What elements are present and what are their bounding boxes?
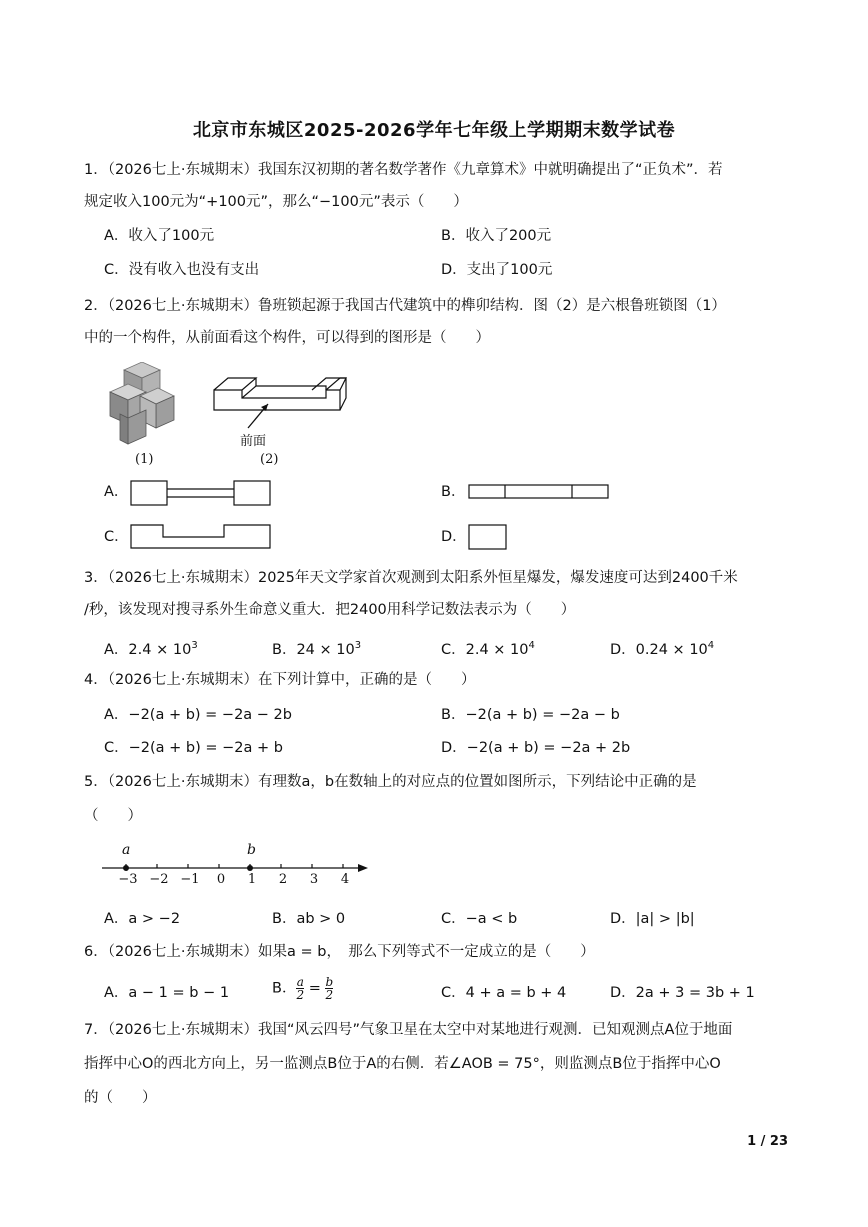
tick-label: −2 (149, 872, 169, 887)
q3-stem-line2: /秒，该发现对搜寻系外生命意义重大．把2400用科学记数法表示为（ ） (84, 602, 576, 618)
q5-option-a: A．a > −2 (104, 911, 181, 927)
tick-label: 1 (247, 872, 257, 887)
q6-stem-line1: 6．（2026七上·东城期末）如果a = b， 那么下列等式不一定成立的是（ ） (84, 944, 595, 960)
q1-option-b: B．收入了200元 (441, 228, 552, 244)
q4-option-d: D．−2(a + b) = −2a + 2b (441, 740, 631, 756)
q1-option-c: C．没有收入也没有支出 (104, 262, 260, 278)
q6-option-a: A．a − 1 = b − 1 (104, 985, 230, 1001)
q2-option-a-shape (130, 480, 272, 506)
tick-label: 4 (340, 872, 350, 887)
q1-stem-line1: 1．（2026七上·东城期末）我国东汉初期的著名数学著作《九章算术》中就明确提出了“正负术”．若 (84, 162, 723, 178)
q7-stem-line1: 7．（2026七上·东城期末）我国“风云四号”气象卫星在太空中对某地进行观测．已知观测点A位于地面 (84, 1022, 733, 1038)
q2-stem-line2: 中的一个构件，从前面看这个构件，可以得到的图形是（ ） (84, 330, 490, 346)
q1-option-d: D．支出了100元 (441, 262, 553, 278)
q3-option-d: D．$0.24 \times 10^4$ (610, 640, 715, 658)
fig1-caption: (1) (135, 452, 154, 467)
q2-option-c-label: C． (104, 529, 129, 545)
label-b: b (247, 842, 256, 858)
component-figure (210, 368, 350, 448)
point-a (123, 865, 129, 871)
q7-stem-line2: 指挥中心O的西北方向上，另一监测点B位于A的右侧．若∠AOB = 75°，则监测点B位于指挥中心O (84, 1056, 721, 1072)
q2-option-d-shape (468, 524, 508, 550)
q2-option-d-label: D． (441, 529, 467, 545)
q3-option-b: B．$24 \times 10^3$ (272, 640, 362, 658)
tick-label: −1 (180, 872, 200, 887)
q5-option-d: D．|a| > |b| (610, 911, 695, 927)
q2-option-b-shape (468, 484, 610, 500)
tick-label: 3 (309, 872, 319, 887)
q2-stem-line1: 2．（2026七上·东城期末）鲁班锁起源于我国古代建筑中的榫卯结构．图（2）是六根鲁班锁图（1） (84, 298, 726, 314)
q5-stem-line2: （ ） (84, 808, 142, 824)
q1-stem-line2: 规定收入100元为“+100元”，那么“−100元”表示（ ） (84, 194, 468, 210)
q4-option-b: B．−2(a + b) = −2a − b (441, 707, 620, 723)
q3-option-a: A．$2.4 \times 10^3$ (104, 640, 198, 658)
q5-stem-line1: 5．（2026七上·东城期末）有理数a，b在数轴上的对应点的位置如图所示，下列结论中正确的是 (84, 774, 697, 790)
q2-option-c-shape (130, 524, 272, 550)
point-b (247, 865, 253, 871)
q2-option-b-label: B． (441, 484, 466, 500)
luban-lock-figure (106, 362, 178, 446)
q6-option-b: B． $\frac{a}{2}$ = $\frac{b}{2}$ (272, 975, 334, 1002)
q7-stem-line3: 的（ ） (84, 1090, 157, 1106)
label-a: a (122, 842, 131, 858)
tick-label: −3 (118, 872, 138, 887)
q4-option-a: A．−2(a + b) = −2a − 2b (104, 707, 292, 723)
q4-stem-line1: 4．（2026七上·东城期末）在下列计算中，正确的是（ ） (84, 672, 476, 688)
fig2-caption: (2) (260, 452, 279, 467)
page-title: 北京市东城区2025-2026学年七年级上学期期末数学试卷 (192, 120, 676, 141)
page-number: 1 / 23 (747, 1134, 788, 1149)
front-label: 前面 (240, 434, 267, 449)
q1-option-a: A．收入了100元 (104, 228, 215, 244)
tick-label: 0 (216, 872, 226, 887)
q3-option-c: C．$2.4 \times 10^4$ (441, 640, 535, 658)
q4-option-c: C．−2(a + b) = −2a + b (104, 740, 283, 756)
q5-option-b: B．ab > 0 (272, 911, 346, 927)
q6-option-d: D．2a + 3 = 3b + 1 (610, 985, 755, 1001)
number-line (98, 840, 374, 892)
q2-option-a-label: A． (104, 484, 129, 500)
q6-option-c: C．4 + a = b + 4 (441, 985, 567, 1001)
q5-option-c: C．−a < b (441, 911, 518, 927)
tick-label: 2 (278, 872, 288, 887)
q3-stem-line1: 3．（2026七上·东城期末）2025年天文学家首次观测到太阳系外恒星爆发，爆发速度可达到2400千米 (84, 570, 738, 586)
